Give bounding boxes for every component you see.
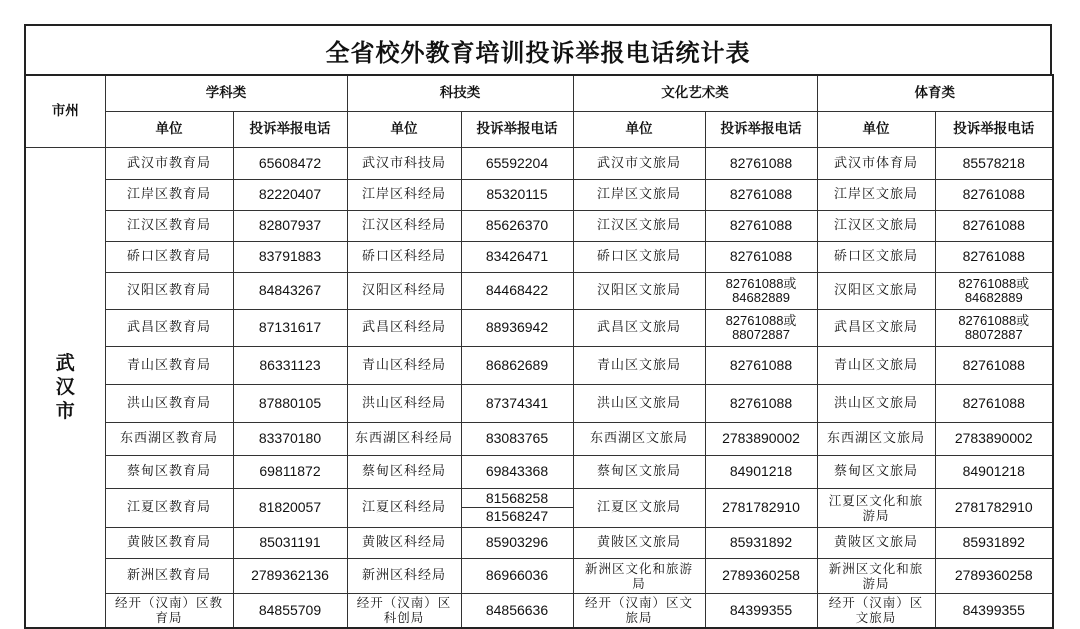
culture-phone-cell: 2781782910	[705, 488, 817, 527]
phone-number: 81568258	[485, 490, 549, 506]
culture-phone-cell: 82761088	[705, 384, 817, 422]
culture-phone-cell: 85931892	[705, 527, 817, 558]
culture-unit-cell: 洪山区文旅局	[573, 384, 705, 422]
table-row	[25, 422, 1053, 455]
header-phone: 投诉举报电话	[935, 111, 1053, 147]
tech-unit-cell: 青山区科经局	[347, 346, 461, 384]
sports-phone-cell: 2789360258	[935, 558, 1053, 593]
tech-unit-cell: 江岸区科经局	[347, 179, 461, 210]
subject-unit-cell: 青山区教育局	[105, 346, 233, 384]
sports-phone-cell: 82761088或 88072887	[935, 309, 1053, 346]
table-row	[25, 179, 1053, 210]
header-phone: 投诉举报电话	[461, 111, 573, 147]
table-row	[25, 309, 1053, 346]
subject-unit-cell: 经开（汉南）区教 育局	[105, 593, 233, 628]
tech-unit-cell: 汉阳区科经局	[347, 272, 461, 309]
sports-unit-cell: 东西湖区文旅局	[817, 422, 935, 455]
city-char: 市	[55, 400, 75, 423]
header-group-sports: 体育类	[817, 75, 1053, 111]
culture-phone-cell: 82761088	[705, 179, 817, 210]
subject-phone-cell: 69811872	[233, 455, 347, 488]
tech-phone-cell: 86966036	[461, 558, 573, 593]
tech-unit-cell: 蔡甸区科经局	[347, 455, 461, 488]
header-unit: 单位	[817, 111, 935, 147]
culture-unit-cell: 江汉区文旅局	[573, 210, 705, 241]
tech-phone-cell: 85903296	[461, 527, 573, 558]
sports-unit-cell: 江夏区文化和旅 游局	[817, 488, 935, 527]
header-unit: 单位	[573, 111, 705, 147]
table-row	[25, 527, 1053, 558]
culture-phone-cell: 2783890002	[705, 422, 817, 455]
tech-unit-cell: 新洲区科经局	[347, 558, 461, 593]
culture-phone-cell: 82761088	[705, 241, 817, 272]
tech-unit-cell: 武昌区科经局	[347, 309, 461, 346]
culture-unit-cell: 蔡甸区文旅局	[573, 455, 705, 488]
culture-phone-cell: 82761088或 84682889	[705, 272, 817, 309]
culture-unit-cell: 武汉市文旅局	[573, 147, 705, 179]
tech-unit-cell: 江夏区科经局	[347, 488, 461, 527]
culture-phone-cell: 84399355	[705, 593, 817, 628]
culture-unit-cell: 黄陂区文旅局	[573, 527, 705, 558]
tech-phone-cell: 69843368	[461, 455, 573, 488]
subject-unit-cell: 江夏区教育局	[105, 488, 233, 527]
table-row	[25, 272, 1053, 309]
table-row	[25, 147, 1053, 179]
subject-phone-cell: 83370180	[233, 422, 347, 455]
tech-unit-cell: 黄陂区科经局	[347, 527, 461, 558]
sports-unit-cell: 江岸区文旅局	[817, 179, 935, 210]
sports-unit-cell: 汉阳区文旅局	[817, 272, 935, 309]
tech-phone-cell: 84468422	[461, 272, 573, 309]
table-body	[25, 147, 1053, 628]
culture-unit-cell: 经开（汉南）区文 旅局	[573, 593, 705, 628]
city-char: 汉	[55, 376, 75, 399]
culture-phone-cell: 84901218	[705, 455, 817, 488]
subject-unit-cell: 江汉区教育局	[105, 210, 233, 241]
subject-phone-cell: 82807937	[233, 210, 347, 241]
sports-unit-cell: 新洲区文化和旅 游局	[817, 558, 935, 593]
subject-unit-cell: 武昌区教育局	[105, 309, 233, 346]
header-group-culture-art: 文化艺术类	[573, 75, 817, 111]
table-title: 全省校外教育培训投诉举报电话统计表	[24, 24, 1052, 74]
subject-phone-cell: 81820057	[233, 488, 347, 527]
subject-unit-cell: 新洲区教育局	[105, 558, 233, 593]
table-row	[25, 488, 1053, 527]
tech-unit-cell: 武汉市科技局	[347, 147, 461, 179]
culture-unit-cell: 东西湖区文旅局	[573, 422, 705, 455]
culture-unit-cell: 新洲区文化和旅游 局	[573, 558, 705, 593]
sports-unit-cell: 武汉市体育局	[817, 147, 935, 179]
table-row	[25, 558, 1053, 593]
sports-unit-cell: 武昌区文旅局	[817, 309, 935, 346]
tech-phone-cell: 86862689	[461, 346, 573, 384]
subject-unit-cell: 东西湖区教育局	[105, 422, 233, 455]
header-phone: 投诉举报电话	[233, 111, 347, 147]
city-cell	[25, 147, 105, 628]
subject-unit-cell: 黄陂区教育局	[105, 527, 233, 558]
culture-phone-cell: 82761088	[705, 346, 817, 384]
culture-phone-cell: 2789360258	[705, 558, 817, 593]
sports-unit-cell: 黄陂区文旅局	[817, 527, 935, 558]
culture-phone-cell: 82761088或 88072887	[705, 309, 817, 346]
sports-phone-cell: 85931892	[935, 527, 1053, 558]
tech-phone-cell: 83083765	[461, 422, 573, 455]
sports-unit-cell: 经开（汉南）区 文旅局	[817, 593, 935, 628]
header-group-tech: 科技类	[347, 75, 573, 111]
sports-phone-cell: 84399355	[935, 593, 1053, 628]
table-row	[25, 593, 1053, 628]
subject-unit-cell: 硚口区教育局	[105, 241, 233, 272]
subject-phone-cell: 83791883	[233, 241, 347, 272]
subject-unit-cell: 蔡甸区教育局	[105, 455, 233, 488]
subject-unit-cell: 武汉市教育局	[105, 147, 233, 179]
table-row	[25, 210, 1053, 241]
tech-phone-cell: 84856636	[461, 593, 573, 628]
sports-phone-cell: 82761088	[935, 346, 1053, 384]
tech-unit-cell: 洪山区科经局	[347, 384, 461, 422]
table-row	[25, 346, 1053, 384]
tech-phone-cell: 83426471	[461, 241, 573, 272]
culture-unit-cell: 江岸区文旅局	[573, 179, 705, 210]
sports-phone-cell: 82761088或 84682889	[935, 272, 1053, 309]
subject-phone-cell: 65608472	[233, 147, 347, 179]
table-row	[25, 241, 1053, 272]
tech-phone-cell: 87374341	[461, 384, 573, 422]
header-city: 市州	[25, 75, 105, 147]
sports-unit-cell: 硚口区文旅局	[817, 241, 935, 272]
culture-unit-cell: 汉阳区文旅局	[573, 272, 705, 309]
subject-phone-cell: 87880105	[233, 384, 347, 422]
tech-unit-cell: 江汉区科经局	[347, 210, 461, 241]
table-frame	[24, 24, 1052, 629]
tech-phone-cell: 85320115	[461, 179, 573, 210]
sports-phone-cell: 2781782910	[935, 488, 1053, 527]
sports-unit-cell: 蔡甸区文旅局	[817, 455, 935, 488]
sports-phone-cell: 85578218	[935, 147, 1053, 179]
header-unit: 单位	[105, 111, 233, 147]
sports-phone-cell: 82761088	[935, 384, 1053, 422]
subject-phone-cell: 86331123	[233, 346, 347, 384]
subject-phone-cell: 84843267	[233, 272, 347, 309]
table-row	[25, 455, 1053, 488]
tech-phone-cell	[461, 488, 573, 527]
tech-phone-cell: 65592204	[461, 147, 573, 179]
culture-phone-cell: 82761088	[705, 147, 817, 179]
table-row	[25, 384, 1053, 422]
subject-phone-cell: 2789362136	[233, 558, 347, 593]
sports-unit-cell: 江汉区文旅局	[817, 210, 935, 241]
complaint-phone-table	[24, 74, 1054, 629]
sports-unit-cell: 洪山区文旅局	[817, 384, 935, 422]
culture-phone-cell: 82761088	[705, 210, 817, 241]
culture-unit-cell: 江夏区文旅局	[573, 488, 705, 527]
phone-number: 81568247	[462, 507, 573, 525]
subject-unit-cell: 汉阳区教育局	[105, 272, 233, 309]
header-group-subject: 学科类	[105, 75, 347, 111]
subject-phone-cell: 82220407	[233, 179, 347, 210]
subject-phone-cell: 84855709	[233, 593, 347, 628]
tech-phone-cell: 88936942	[461, 309, 573, 346]
sports-phone-cell: 82761088	[935, 241, 1053, 272]
subject-phone-cell: 87131617	[233, 309, 347, 346]
tech-unit-cell: 东西湖区科经局	[347, 422, 461, 455]
tech-phone-cell: 85626370	[461, 210, 573, 241]
city-char: 武	[55, 352, 75, 375]
header-phone: 投诉举报电话	[705, 111, 817, 147]
subject-phone-cell: 85031191	[233, 527, 347, 558]
tech-unit-cell: 硚口区科经局	[347, 241, 461, 272]
sports-phone-cell: 82761088	[935, 179, 1053, 210]
sports-unit-cell: 青山区文旅局	[817, 346, 935, 384]
subject-unit-cell: 洪山区教育局	[105, 384, 233, 422]
culture-unit-cell: 武昌区文旅局	[573, 309, 705, 346]
sports-phone-cell: 82761088	[935, 210, 1053, 241]
subject-unit-cell: 江岸区教育局	[105, 179, 233, 210]
tech-unit-cell: 经开（汉南）区 科创局	[347, 593, 461, 628]
header-unit: 单位	[347, 111, 461, 147]
sports-phone-cell: 2783890002	[935, 422, 1053, 455]
sports-phone-cell: 84901218	[935, 455, 1053, 488]
culture-unit-cell: 硚口区文旅局	[573, 241, 705, 272]
culture-unit-cell: 青山区文旅局	[573, 346, 705, 384]
